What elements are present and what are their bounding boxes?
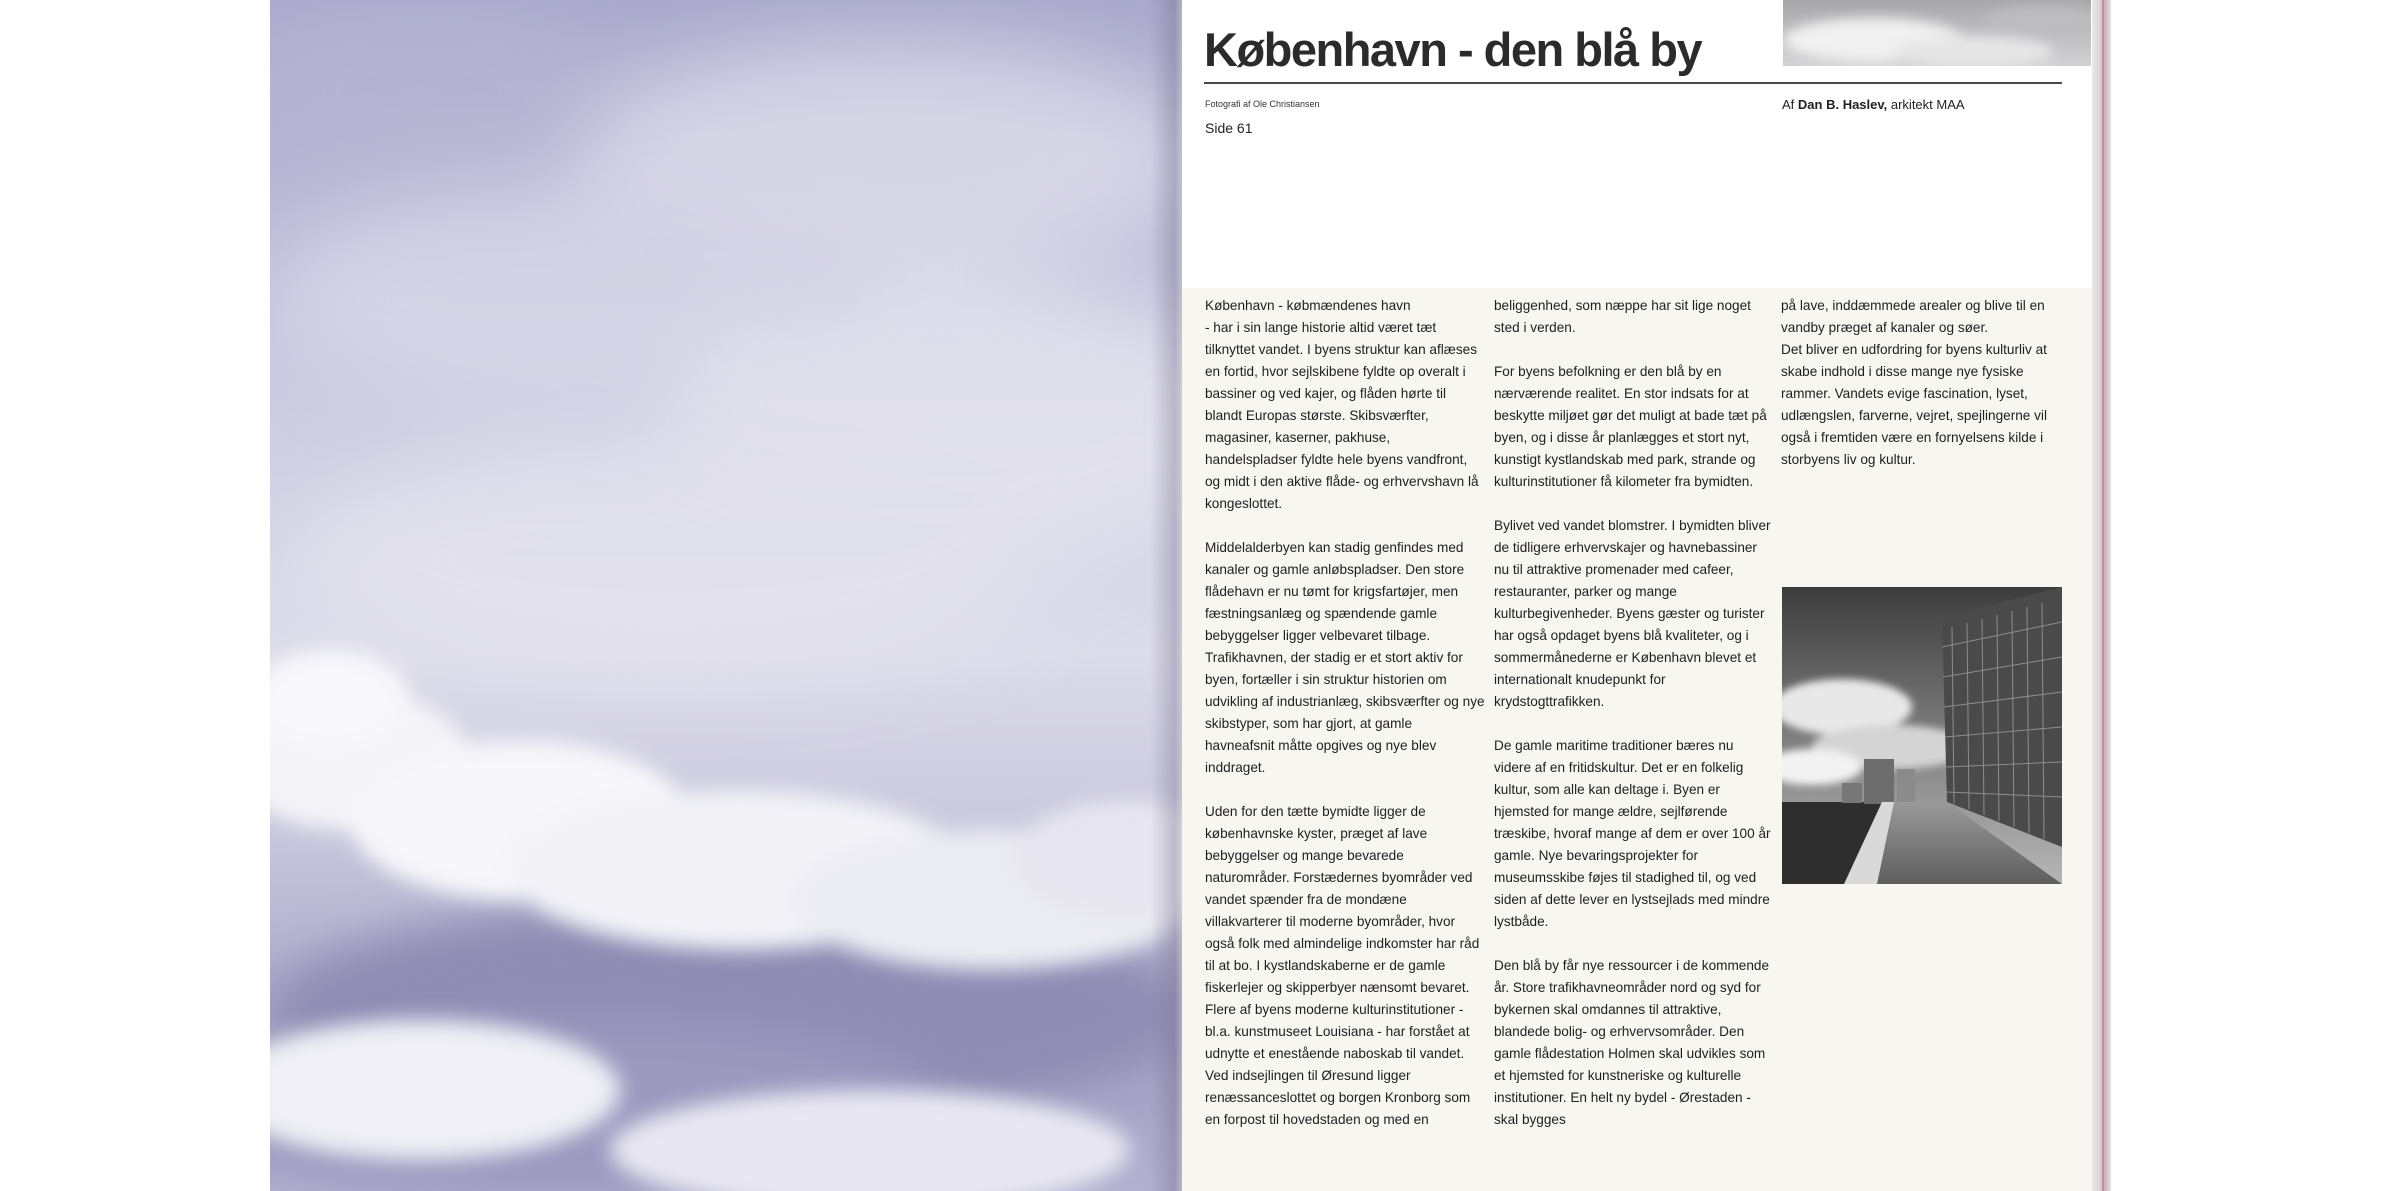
waterfront-photo	[1782, 587, 2062, 884]
paragraph: Bylivet ved vandet blomstrer. I bymidten bliver de tidligere erhvervskajer og havnebassiner nu til attraktive promenader med cafeer, restauranter, parker og mange kulturbegivenheder. Byens gæster og turister har også opdaget byens blå kvaliteter, og i sommermånederne er København blevet et internationalt knudepunkt for krydstogttrafikken.	[1494, 518, 1771, 709]
paragraph: De gamle maritime traditioner bæres nu videre af en fritidskultur. Det er en folkelig kultur, som alle kan deltage i. Byen er hjemsted for mange ældre, sejlførende træskibe, hvoraf mange af dem er over 100 år gamle. Nye bevaringsprojekter for museumsskibe føjes til stadighed til, og ved siden af dette lever en lystsejlads med mindre lystbåde.	[1494, 738, 1771, 929]
paragraph: Middelalderbyen kan stadig genfindes med kanaler og gamle anløbspladser. Den store flådehavn er nu tømt for krigsfartøjer, men fæstningsanlæg og spændende gamle bebyggelser ligger velbevaret tilbage. Trafikhavnen, der stadig er et stort aktiv for byen, fortæller i sin struktur historien om udvikling af industrianlæg, skibsværfter og nye skibstyper, som har gjort, at gamle havneafsnit måtte opgives og nye blev inddraget.	[1205, 540, 1485, 775]
byline-prefix: Af	[1782, 97, 1798, 112]
page-reference: Side 61	[1205, 120, 1253, 136]
text-column-1	[1205, 295, 1485, 1153]
byline	[1782, 97, 1965, 112]
text-column-2	[1494, 295, 1774, 1153]
paragraph: For byens befolkning er den blå by en nærværende realitet. En stor indsats for at beskytte miljøet gør det muligt at bade tæt på byen, og i disse år planlægges et stort nyt, kunstigt kystlandskab med park, strande og kulturinstitutioner få kilometer fra bymidten.	[1494, 364, 1767, 489]
page-edge	[2092, 0, 2111, 1191]
header-sky-photo	[1783, 0, 2091, 66]
photo-credit: Fotografi af Ole Christiansen	[1205, 99, 1320, 109]
paragraph: Uden for den tætte bymidte ligger de københavnske kyster, præget af lave bebyggelser og mange bevarede naturområder. Forstædernes byområder ved vandet spænder fra de mondæne villakvarterer til moderne byområder, hvor også folk med almindelige indkomster har råd til at bo. I kystlandskaberne er de gamle fiskerlejer og skipperbyer nænsomt bevaret. Flere af byens moderne kulturinstitutioner - bl.a. kunstmuseet Louisiana - har forstået at udnytte et enestående naboskab til vandet. Ved indsejlingen til Øresund ligger renæssanceslottet og borgen Kronborg som en forpost til hovedstaden og med en	[1205, 804, 1480, 1127]
paragraph: Den blå by får nye ressourcer i de kommende år. Store trafikhavneområder nord og syd for bykernen skal omdannes til attraktive, blandede bolig- og erhvervsområder. Den gamle flådestation Holmen skal udvikles som et hjemsted for kunstneriske og kulturelle institutioner. En helt ny bydel - Ørestaden - skal bygges	[1494, 958, 1770, 1127]
byline-role: arkitekt MAA	[1887, 97, 1965, 112]
title-divider	[1204, 82, 2062, 84]
cloud-shapes	[270, 0, 1182, 1191]
paragraph: på lave, inddæmmede arealer og blive til en vandby præget af kanaler og søer. Det bliver en udfordring for byens kulturliv at skabe indhold i disse mange nye fysiske rammer. Vandets evige fascination, lyset, udlængslen, farverne, vejret, spejlingerne vil også i fremtiden være en fornyelsens kilde i storbyens liv og kultur.	[1781, 298, 2047, 467]
cloud-photograph	[270, 0, 1182, 1191]
byline-author: Dan B. Haslev,	[1797, 97, 1888, 112]
paragraph: København - købmændenes havn - har i sin lange historie altid været tæt tilknyttet vandet. I byens struktur kan aflæses en fortid, hvor sejlskibene fyldte op overalt i bassiner og ved kajer, og flåden hørte til blandt Europas største. Skibsværfter, magasiner, kaserner, pakhuse, handelspladser fyldte hele byens vandfront, og midt i den aktive flåde- og erhvervshavn lå kongeslottet.	[1205, 298, 1479, 511]
paragraph: beliggenhed, som næppe har sit lige noget sted i verden.	[1494, 298, 1751, 335]
article-title: København - den blå by	[1204, 23, 1702, 76]
text-column-3	[1781, 295, 2061, 493]
